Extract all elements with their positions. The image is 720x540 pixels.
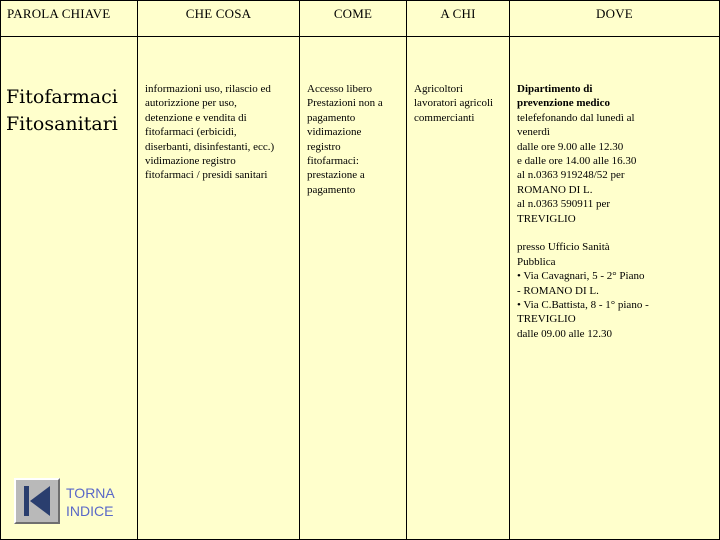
dove-line: TREVIGLIO — [517, 313, 576, 326]
header-che-cosa: CHE COSA — [185, 6, 252, 21]
che-cosa-line: fitofarmaci / presidi sanitari — [145, 169, 268, 182]
header-a-chi: A CHI — [440, 6, 476, 21]
dove-line: ROMANO DI L. — [517, 183, 593, 196]
back-button[interactable] — [14, 478, 60, 524]
come-line: prestazione a — [307, 169, 365, 182]
header-parola-chiave: PAROLA CHIAVE — [7, 6, 111, 21]
column-divider-1 — [137, 0, 138, 540]
column-divider-2 — [299, 0, 300, 540]
keyword-fitosanitari: Fitosanitari — [6, 113, 118, 135]
a-chi-line: commercianti — [414, 111, 475, 124]
header-divider — [0, 36, 720, 37]
dove-line: telefefonando dal lunedì al — [517, 111, 635, 124]
che-cosa-line: fitofarmaci (erbicidi, — [145, 126, 237, 139]
header-dove: DOVE — [596, 6, 633, 21]
come-line: vidimazione — [307, 126, 362, 139]
che-cosa-cell — [145, 82, 274, 183]
back-link-line: INDICE — [66, 503, 114, 519]
outer-top-border — [0, 0, 720, 1]
dove-line: presso Ufficio Sanità — [517, 241, 610, 254]
che-cosa-line: diserbanti, disinfestanti, ecc.) — [145, 140, 275, 153]
come-line: registro — [307, 140, 341, 153]
keyword-fitofarmaci: Fitofarmaci — [6, 86, 118, 108]
a-chi-cell — [414, 82, 493, 125]
back-link[interactable] — [66, 484, 115, 520]
che-cosa-line: vidimazione registro — [145, 155, 236, 168]
dove-line: - ROMANO DI L. — [517, 284, 599, 297]
come-line: Accesso libero — [307, 83, 373, 95]
dove-line: venerdì — [517, 126, 550, 139]
dove-title-line: Dipartimento di — [517, 83, 593, 95]
keyword-cell — [6, 84, 118, 138]
dove-title-line: prevenzione medico — [517, 97, 610, 110]
dove-line: al n.0363 919248/52 per — [517, 169, 625, 182]
header-come: COME — [333, 6, 373, 21]
dove-line: • Via Cavagnari, 5 - 2° Piano — [517, 270, 645, 283]
come-line: fitofarmaci: — [307, 155, 359, 168]
che-cosa-line: informazioni uso, rilascio ed — [145, 83, 271, 95]
dove-cell — [517, 82, 649, 341]
a-chi-line: lavoratori agricoli — [414, 97, 494, 110]
che-cosa-line: autorizzione per uso, — [145, 97, 237, 110]
come-cell — [307, 82, 383, 197]
dove-line: Pubblica — [517, 255, 556, 268]
back-arrow-icon — [16, 480, 58, 522]
a-chi-line: Agricoltori — [414, 83, 463, 95]
dove-line: e dalle ore 14.00 alle 16.30 — [517, 155, 637, 168]
dove-line: • Via C.Battista, 8 - 1° piano - — [517, 299, 649, 312]
column-divider-4 — [509, 0, 510, 540]
dove-line: al n.0363 590911 per — [517, 198, 611, 211]
come-line: pagamento — [307, 183, 356, 196]
column-divider-3 — [406, 0, 407, 540]
dove-line: dalle ore 9.00 alle 12.30 — [517, 140, 624, 153]
che-cosa-line: detenzione e vendita di — [145, 111, 247, 124]
dove-line: TREVIGLIO — [517, 212, 576, 225]
dove-line: dalle 09.00 alle 12.30 — [517, 327, 613, 340]
back-link-line: TORNA — [66, 485, 115, 501]
come-line: Prestazioni non a — [307, 97, 383, 110]
dove-spacer — [517, 226, 649, 240]
outer-left-border — [0, 0, 1, 540]
come-line: pagamento — [307, 111, 356, 124]
